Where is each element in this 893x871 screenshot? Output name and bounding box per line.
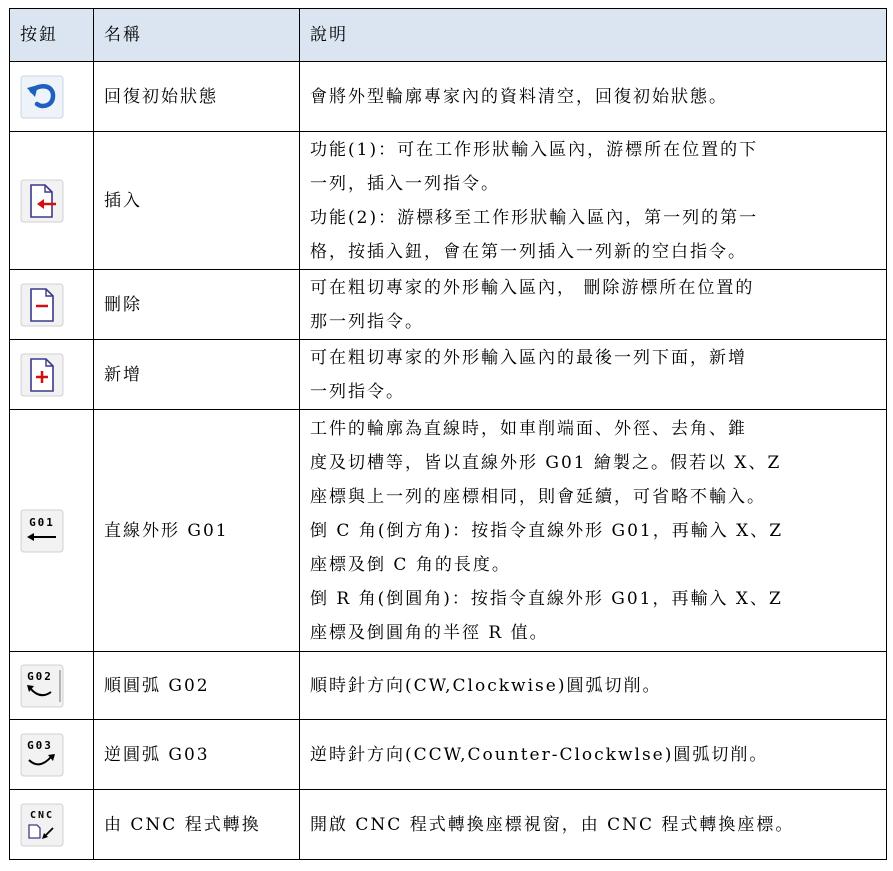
icon-cell [10, 340, 94, 410]
insert-page-icon[interactable] [20, 179, 64, 223]
button-description-table [9, 8, 887, 860]
g02-clockwise-arc-icon[interactable] [20, 664, 64, 708]
icon-cell [10, 270, 94, 340]
row-description: 會將外型輪廓專家內的資料清空，回復初始狀態。 [300, 62, 887, 132]
cnc-icon-text: CNC [29, 809, 55, 821]
row-name: 由 CNC 程式轉換 [94, 790, 300, 860]
row-description: 工件的輪廓為直線時，如車削端面、外徑、去角、錐 度及切槽等，皆以直線外形 G01 繪製之。假若以 X、Z 座標與上一列的座標相同，則會延續，可省略不輸入。 倒 C 角(倒方角)：按指令直線外形 G01，再輸入 X、Z 座標及倒 C 角的長度。 倒 R 角(倒圓角)：按指令直線外形 G01，再輸入 X、Z 座標及倒圓角的半徑 R 值。 [300, 410, 887, 652]
icon-cell [10, 132, 94, 270]
row-name: 回復初始狀態 [94, 62, 300, 132]
delete-page-icon[interactable] [20, 283, 64, 327]
icon-cell [10, 790, 94, 860]
g01-line-icon[interactable] [20, 509, 64, 553]
icon-cell [10, 652, 94, 720]
icon-cell [10, 720, 94, 790]
row-name: 順圓弧 G02 [94, 652, 300, 720]
table-row [10, 132, 887, 270]
g03-icon-text: G03 [27, 738, 53, 752]
cnc-convert-icon[interactable] [20, 803, 64, 847]
icon-cell [10, 62, 94, 132]
row-description: 逆時針方向(CCW,Counter-Clockwlse)圓弧切削。 [300, 720, 887, 790]
table-row [10, 62, 887, 132]
row-name: 新增 [94, 340, 300, 410]
table-row [10, 340, 887, 410]
header-button: 按鈕 [10, 9, 94, 62]
row-description: 可在粗切專家的外形輸入區內， 刪除游標所在位置的 那一列指令。 [300, 270, 887, 340]
table-row [10, 270, 887, 340]
undo-arrow-icon[interactable] [20, 75, 64, 119]
table-row [10, 652, 887, 720]
table-row [10, 790, 887, 860]
row-name: 直線外形 G01 [94, 410, 300, 652]
table-row [10, 720, 887, 790]
row-name: 刪除 [94, 270, 300, 340]
g03-counterclockwise-arc-icon[interactable] [20, 733, 64, 777]
table-header-row [10, 9, 887, 62]
header-description: 說明 [300, 9, 887, 62]
g01-icon-text: G01 [29, 515, 55, 529]
row-name: 逆圓弧 G03 [94, 720, 300, 790]
icon-cell [10, 410, 94, 652]
table-row [10, 410, 887, 652]
add-page-icon[interactable] [20, 353, 64, 397]
row-description: 功能(1)：可在工作形狀輸入區內，游標所在位置的下 一列，插入一列指令。 功能(2)：游標移至工作形狀輸入區內，第一列的第一 格，按插入鈕，會在第一列插入一列新的空白指令。 [300, 132, 887, 270]
row-name: 插入 [94, 132, 300, 270]
g02-icon-text: G02 [27, 669, 53, 683]
row-description: 順時針方向(CW,Clockwise)圓弧切削。 [300, 652, 887, 720]
row-description: 開啟 CNC 程式轉換座標視窗，由 CNC 程式轉換座標。 [300, 790, 887, 860]
row-description: 可在粗切專家的外形輸入區內的最後一列下面，新增 一列指令。 [300, 340, 887, 410]
header-name: 名稱 [94, 9, 300, 62]
